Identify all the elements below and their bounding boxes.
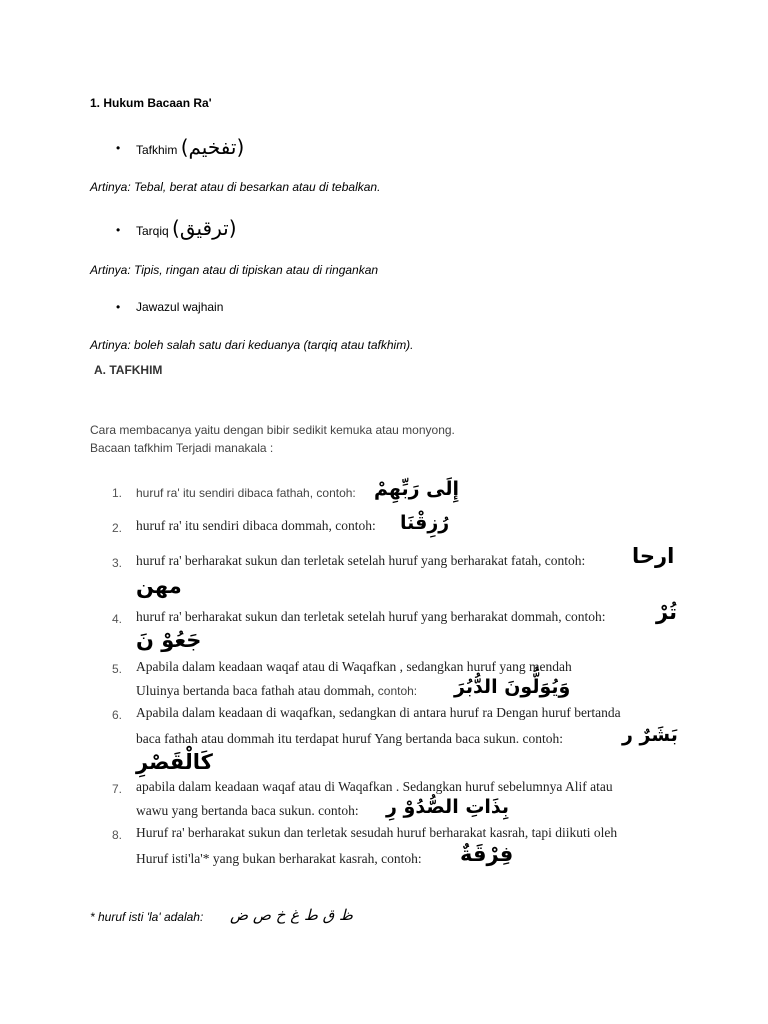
document-heading: 1. Hukum Bacaan Ra' [90, 96, 212, 110]
list-number: 7. [112, 782, 123, 796]
list-item-text: baca fathah atau dommah itu terdapat huruf Yang bertanda baca sukun. contoh: [136, 731, 563, 746]
bullet-arabic: (تفخيم) [180, 135, 245, 159]
bullet-label: Tarqiq [136, 224, 169, 238]
list-number: 4. [112, 612, 123, 626]
contoh-label: contoh: [377, 684, 418, 698]
arabic-example: إِلَى رَبِّهِمْ [374, 478, 459, 500]
bullet-dot: • [116, 300, 121, 314]
meaning-text: Artinya: Tipis, ringan atau di tipiskan atau di ringankan [90, 263, 379, 277]
list-item-text: apabila dalam keadaan waqaf atau di Waqafkan . Sedangkan huruf sebelumnya Alif atau [136, 779, 613, 794]
bullet-item-jawazul [136, 300, 223, 314]
bullet-dot: • [116, 141, 121, 155]
bullet-arabic: (ترقيق) [172, 216, 237, 240]
arabic-example: مهن [136, 574, 182, 598]
section-title: A. TAFKHIM [94, 363, 163, 377]
list-item-text: wawu yang bertanda baca sukun. contoh: [136, 803, 359, 818]
arabic-example: كَالْقَصْرِ [136, 750, 213, 774]
bullet-label: Jawazul wajhain [136, 300, 224, 314]
list-item-text [136, 683, 417, 699]
list-number: 6. [112, 708, 123, 722]
intro-line: Cara membacanya yaitu dengan bibir sedikit kemuka atau monyong. [90, 423, 455, 437]
arabic-example: جَعُوْ نَ [136, 628, 202, 652]
arabic-example: بِذَاتِ الصُّدُوْ رِ [386, 796, 510, 818]
list-item-text: huruf ra' itu sendiri dibaca dommah, contoh: [136, 518, 376, 533]
list-item-text: Apabila dalam keadaan waqaf atau di Waqafkan , sedangkan huruf yang mendah [136, 659, 572, 674]
arabic-example: وَيُوَلُّونَ الدُّبُرَ [454, 676, 571, 698]
arabic-example: رُزِقْنَا [400, 512, 450, 534]
intro-line: Bacaan tafkhim Terjadi manakala : [90, 441, 274, 455]
bullet-item-tarqiq [136, 216, 237, 240]
footnote-label: * huruf isti 'la' adalah: [90, 910, 204, 924]
bullet-dot: • [116, 223, 121, 237]
meaning-text: Artinya: Tebal, berat atau di besarkan atau di tebalkan. [90, 180, 381, 194]
list-item-text: huruf ra' itu sendiri dibaca fathah, contoh: [136, 486, 356, 500]
list-number: 8. [112, 828, 123, 842]
list-number: 5. [112, 662, 123, 676]
footnote-letters: ظ ق ط غ خ ص ض [230, 906, 353, 924]
list-item-text: Huruf ra' berharakat sukun dan terletak sesudah huruf berharakat kasrah, tapi diikuti oleh [136, 825, 618, 840]
list-number: 1. [112, 486, 123, 500]
meaning-text: Artinya: boleh salah satu dari keduanya (tarqiq atau tafkhim). [90, 338, 414, 352]
bullet-item-tafkhim [136, 135, 244, 159]
list-item-text: Apabila dalam keadaan di waqafkan, sedangkan di antara huruf ra Dengan huruf bertanda [136, 705, 621, 720]
arabic-example: تُرْ [656, 600, 677, 624]
list-item-line: Uluinya bertanda baca fathah atau dommah, [136, 683, 375, 698]
arabic-example: بَشَرٌ ر [622, 724, 678, 746]
list-number: 2. [112, 521, 123, 535]
arabic-example: ارحا [632, 544, 675, 568]
list-item-text: huruf ra' berharakat sukun dan terletak setelah huruf yang berharakat fatah, contoh: [136, 553, 586, 568]
list-number: 3. [112, 556, 123, 570]
bullet-label: Tafkhim [136, 143, 178, 157]
arabic-example: فِرْقَةٌ [460, 842, 514, 866]
list-item-text: huruf ra' berharakat sukun dan terletak setelah huruf yang berharakat dommah, contoh: [136, 609, 606, 624]
list-item-text: Huruf isti'la'* yang bukan berharakat kasrah, contoh: [136, 851, 422, 866]
